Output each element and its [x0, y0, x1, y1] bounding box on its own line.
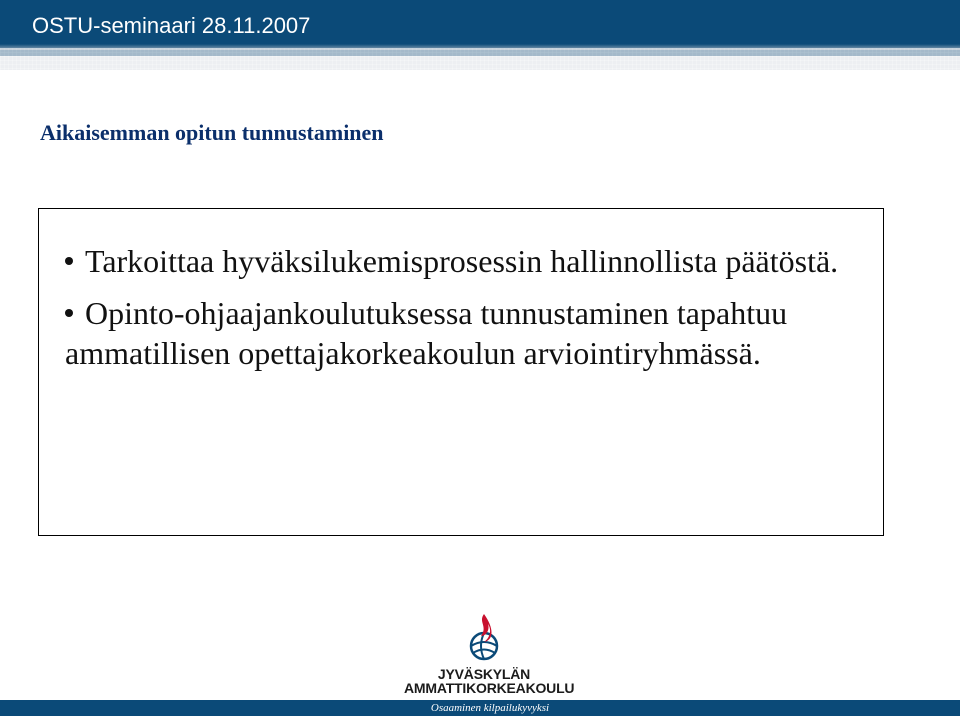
bullet-text: Tarkoittaa hyväksilukemisprosessin hallinnollista päätöstä. [85, 243, 839, 279]
header-pattern-stripe [0, 48, 960, 70]
logo-line2: AMMATTIKORKEAKOULU [404, 680, 575, 696]
bullet-text: Opinto-ohjaajankoulutuksessa tunnustaminen tapahtuu ammatillisen opettajakorkeakoulun arviointiryhmässä. [65, 295, 788, 371]
content-box [38, 208, 884, 536]
slide-heading: Aikaisemman opitun tunnustaminen [40, 120, 384, 145]
logo-line1: JYVÄSKYLÄN [437, 666, 531, 682]
footer-tagline: Osaaminen kilpailukyvyksi [430, 702, 550, 714]
bullet-list [65, 241, 865, 385]
bullet-icon [65, 257, 73, 265]
footer-bar [0, 700, 960, 716]
bullet-item [65, 293, 865, 373]
flame-emblem-icon [468, 612, 500, 664]
bullet-icon [65, 309, 73, 317]
jamk-logo [404, 612, 575, 706]
header-title: OSTU-seminaari 28.11.2007 [32, 13, 311, 38]
bullet-item [65, 241, 865, 281]
